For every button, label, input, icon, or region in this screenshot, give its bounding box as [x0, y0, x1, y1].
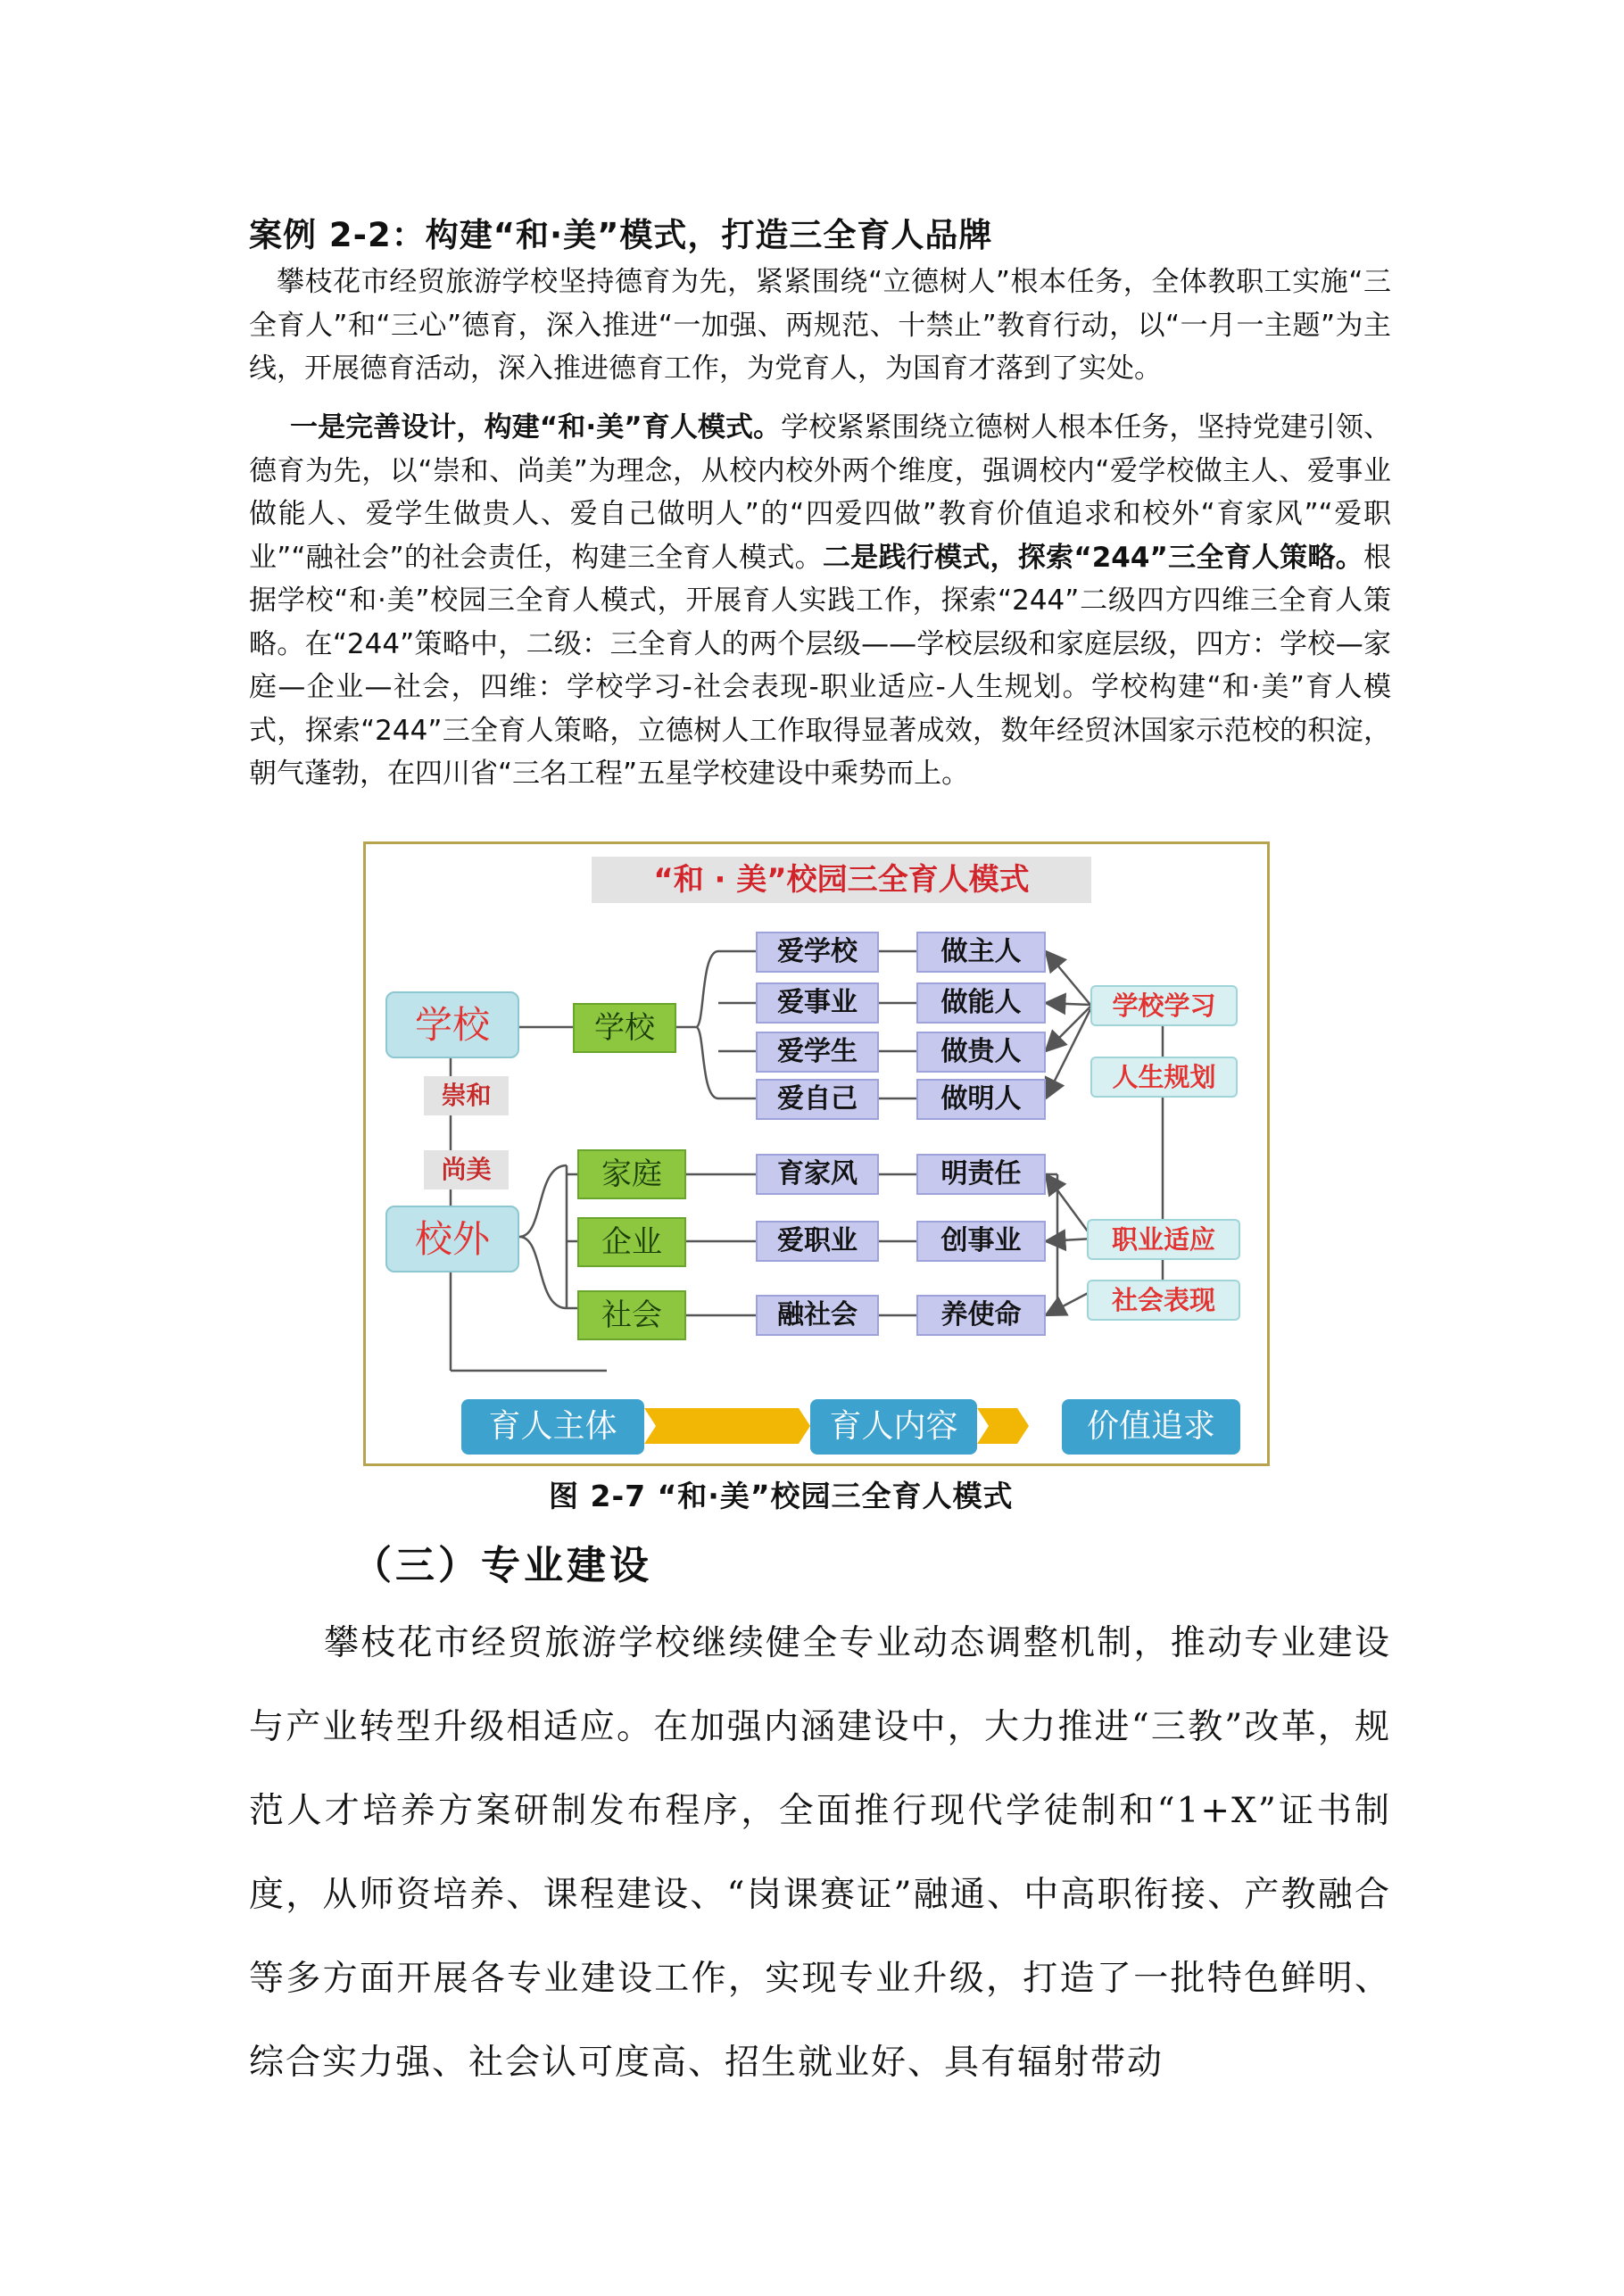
flow-step-1: 育人内容: [810, 1399, 977, 1455]
outside-sub-node-1: 企业: [577, 1217, 686, 1267]
flow-step-2: 价值追求: [1062, 1399, 1240, 1455]
flow-step-0: 育人主体: [461, 1399, 644, 1455]
duty-right-node-0: 明责任: [916, 1154, 1046, 1195]
do-node-3: 做明人: [916, 1079, 1046, 1120]
school-main-node: 学校: [385, 991, 519, 1058]
intro-paragraph: 攀枝花市经贸旅游学校坚持德育为先，紧紧围绕“立德树人”根本任务，全体教职工实施“三全育人”和“三心”德育，深入推进“一加强、两规范、十禁止”教育行动，以“一月一主题”为主线，开展德育活动，深入推进德育工作，为党育人，为国育才落到了实处。: [249, 266, 1391, 385]
do-node-1: 做能人: [916, 982, 1046, 1024]
outside-main-node: 校外: [385, 1206, 519, 1272]
love-node-2: 爱学生: [756, 1032, 879, 1073]
outside-sub-node-0: 家庭: [577, 1149, 686, 1199]
do-node-0: 做主人: [916, 932, 1046, 973]
duty-left-node-0: 育家风: [756, 1154, 879, 1195]
diagram-title: “和 · 美”校园三全育人模式: [592, 857, 1091, 903]
goal-node-0: 学校学习: [1090, 985, 1238, 1026]
body-paragraph: [249, 406, 1391, 796]
duty-right-node-2: 养使命: [916, 1295, 1046, 1336]
love-node-3: 爱自己: [756, 1079, 879, 1120]
value-node-0: 崇和: [424, 1076, 509, 1115]
body-text-1: 学校紧紧围绕立德树人根本任务，坚持党建引领、德育为先，以“崇和、尚美”为理念，从校内校外两个维度，强调校内“爱学校做主人、爱事业做能人、爱学生做贵人、爱自己做明人”的“四爱四做”教育价值追求和校外“育家风”“爱职业”“融社会”的社会责任，构建三全育人模式。: [249, 411, 1391, 574]
model-diagram: [363, 841, 1270, 1466]
school-sub-node: 学校: [573, 1003, 676, 1053]
section-paragraph: 攀枝花市经贸旅游学校继续健全专业动态调整机制，推动专业建设与产业转型升级相适应。在加强内涵建设中，大力推进“三教”改革，规范人才培养方案研制发布程序，全面推行现代学徒制和“1+X”证书制度，从师资培养、课程建设、“岗课赛证”融通、中高职衔接、产教融合等多方面开展各专业建设工作，实现专业升级，打造了一批特色鲜明、综合实力强、社会认可度高、招生就业好、具有辐射带动: [249, 1623, 1391, 2083]
do-node-2: 做贵人: [916, 1032, 1046, 1073]
value-node-1: 尚美: [424, 1150, 509, 1189]
body-text-2: 根据学校“和·美”校园三全育人模式，开展育人实践工作，探索“244”二级四方四维三全育人策略。在“244”策略中，二级：三全育人的两个层级——学校层级和家庭层级，四方：学校—家庭—企业—社会，四维：学校学习-社会表现-职业适应-人生规划。学校构建“和·美”育人模式，探索“244”三全育人策略，立德树人工作取得显著成效，数年经贸沐国家示范校的积淀，朝气蓬勃，在四川省“三名工程”五星学校建设中乘势而上。: [249, 541, 1391, 790]
love-node-0: 爱学校: [756, 932, 879, 973]
figure-caption: 图 2-7 “和·美”校园三全育人模式: [549, 1479, 1014, 1513]
goal-node-2: 职业适应: [1087, 1219, 1240, 1260]
duty-left-node-2: 融社会: [756, 1295, 879, 1336]
duty-left-node-1: 爱职业: [756, 1221, 879, 1262]
outside-sub-node-2: 社会: [577, 1290, 686, 1340]
duty-right-node-1: 创事业: [916, 1221, 1046, 1262]
body-bold-1: 一是完善设计，构建“和·美”育人模式。: [290, 411, 782, 443]
goal-node-1: 人生规划: [1090, 1057, 1238, 1098]
body-bold-2: 二是践行模式，探索“244”三全育人策略。: [822, 541, 1363, 574]
section-heading: （三）专业建设: [352, 1543, 652, 1588]
case-title: 案例 2-2：构建“和·美”模式，打造三全育人品牌: [249, 216, 993, 254]
love-node-1: 爱事业: [756, 982, 879, 1024]
goal-node-3: 社会表现: [1087, 1280, 1240, 1321]
